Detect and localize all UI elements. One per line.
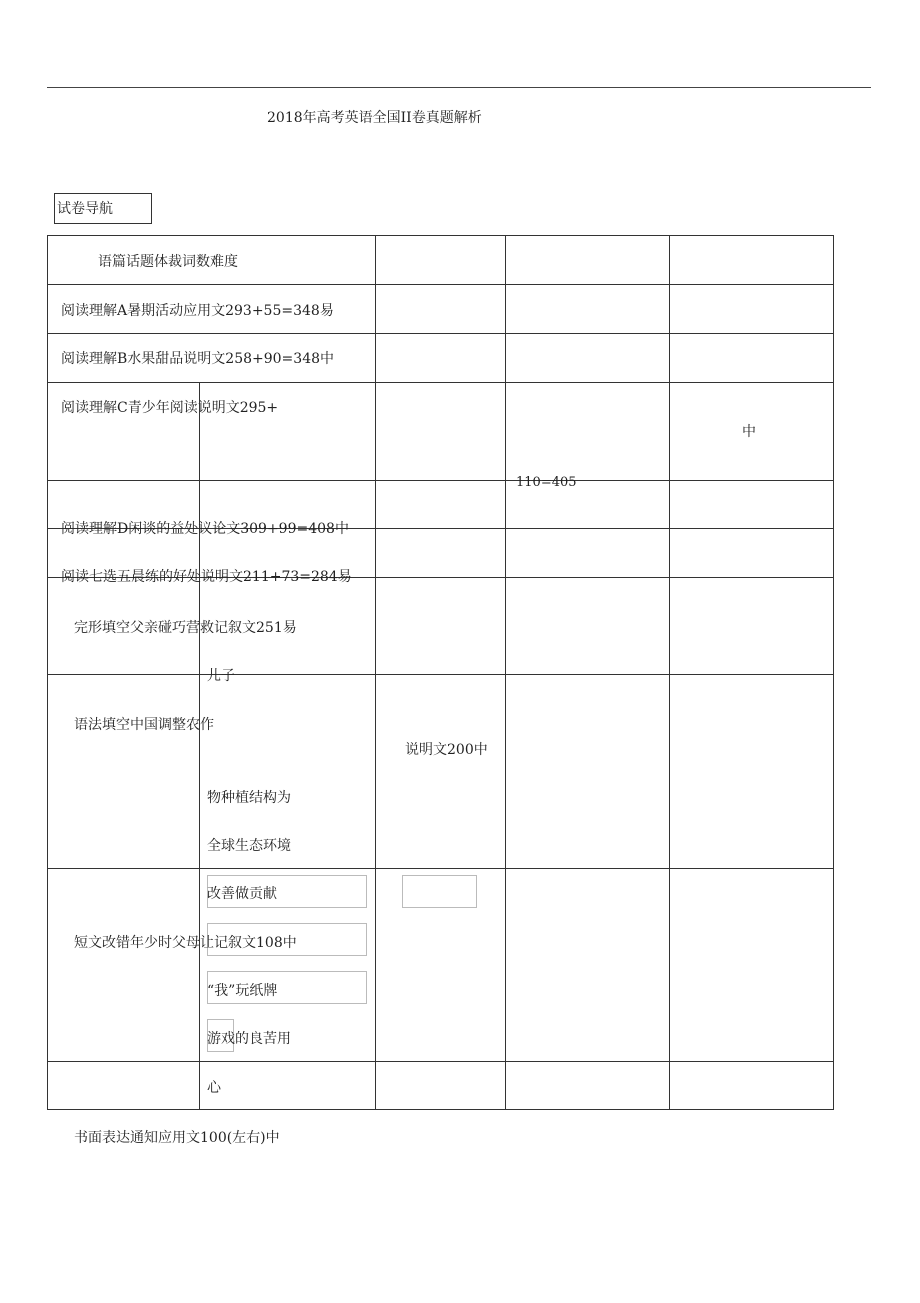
table-cell: “我”玩纸牌 bbox=[207, 983, 278, 999]
table-row: 短文改错年少时父母让记叙文108中 bbox=[74, 935, 297, 951]
table-cell: 中 bbox=[742, 424, 756, 440]
table-row: 阅读理解B水果甜品说明文258+90=348中 bbox=[61, 351, 335, 367]
table-row-line bbox=[47, 382, 834, 383]
table-cell: 物种植结构为 bbox=[207, 790, 291, 806]
table-row: 阅读理解D闲谈的益处议论文309+99=408中 bbox=[61, 521, 349, 537]
page-title: 2018年高考英语全国II卷真题解析 bbox=[267, 110, 482, 126]
table-row-line bbox=[47, 1061, 834, 1062]
table-cell: 游戏的良苦用 bbox=[207, 1031, 291, 1047]
cell-box bbox=[402, 875, 477, 908]
table-row-line bbox=[47, 1109, 834, 1110]
table-row-line bbox=[47, 674, 834, 675]
table-cell: 儿子 bbox=[207, 668, 235, 684]
table-col-divider bbox=[505, 235, 506, 1110]
table-row-line bbox=[47, 868, 834, 869]
table-row: 完形填空父亲碰巧营救记叙文251易 bbox=[74, 620, 297, 636]
table-col-divider bbox=[199, 383, 200, 1110]
table-row: 阅读七选五晨练的好处说明文211+73=284易 bbox=[61, 569, 352, 585]
table-row-line bbox=[47, 284, 834, 285]
table-cell: 110=405 bbox=[516, 475, 577, 490]
table-cell: 改善做贡献 bbox=[207, 886, 277, 902]
table-border-right bbox=[833, 235, 834, 1110]
table-cell: 说明文200中 bbox=[405, 742, 488, 758]
table-header: 语篇话题体裁词数难度 bbox=[98, 254, 238, 270]
table-cell: 全球生态环境 bbox=[207, 838, 291, 854]
nav-label-box: 试卷导航 bbox=[54, 193, 152, 224]
table-row: 语法填空中国调整农作 bbox=[74, 717, 214, 733]
table-row: 阅读理解A暑期活动应用文293+55=348易 bbox=[61, 303, 334, 319]
table-row-line bbox=[47, 480, 834, 481]
table-cell: 心 bbox=[207, 1080, 221, 1096]
footer-row: 书面表达通知应用文100(左右)中 bbox=[74, 1130, 280, 1146]
table-col-divider bbox=[375, 235, 376, 1110]
table-border-left bbox=[47, 235, 48, 1110]
table-row: 阅读理解C青少年阅读说明文295+ bbox=[61, 400, 279, 416]
table-col-divider bbox=[669, 235, 670, 1110]
top-rule bbox=[47, 87, 871, 88]
table-row-line bbox=[47, 333, 834, 334]
table-row-line bbox=[47, 235, 834, 236]
